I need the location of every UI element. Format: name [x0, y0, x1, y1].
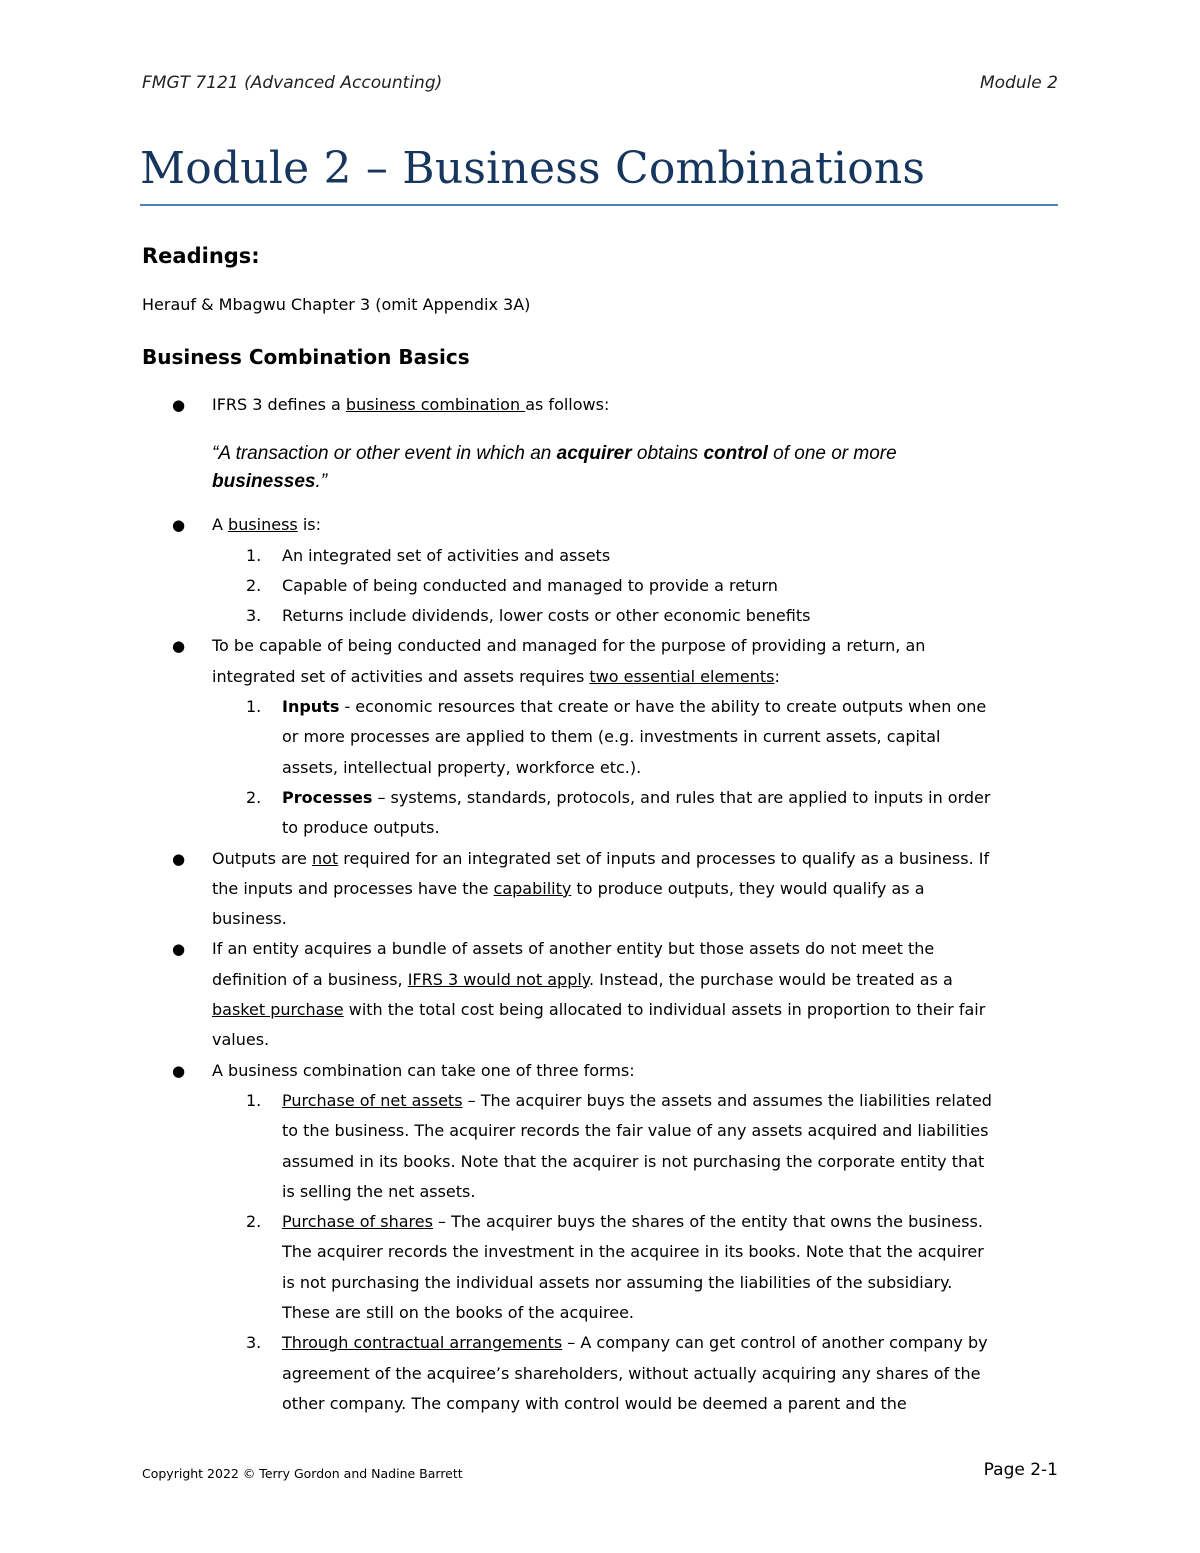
item-number: 1.: [246, 697, 262, 717]
term-businesses: businesses: [212, 471, 316, 493]
bullet-icon: ●: [172, 516, 186, 535]
text: - economic resources that create or have the ability to create outputs when one: [339, 697, 987, 717]
term-acquirer: acquirer: [556, 443, 632, 465]
basics-list: [142, 390, 1060, 1419]
text: . Instead, the purchase would be treated as a: [589, 969, 953, 989]
text: :: [774, 666, 780, 686]
text: To be capable of being conducted and managed for the purpose of providing a return, an: [212, 636, 926, 656]
text: with the total cost being allocated to individual assets in proportion to their fair: [343, 1000, 986, 1020]
text: of one or more: [767, 443, 897, 465]
list-item: [142, 510, 1060, 540]
text: If an entity acquires a bundle of assets of another entity but those assets do not meet the: [212, 939, 935, 959]
ifrs-quote: [142, 440, 1060, 496]
text: integrated set of activities and assets requires: [212, 666, 590, 686]
text: values.: [212, 1030, 270, 1050]
item-number: 3.: [246, 606, 262, 626]
header-module: Module 2: [979, 73, 1058, 93]
bullet-icon: ●: [172, 940, 186, 959]
text: other company. The company with control would be deemed a parent and the: [282, 1393, 907, 1413]
text: business.: [212, 909, 287, 929]
text: required for an integrated set of inputs and processes to qualify as a business. If: [338, 848, 990, 868]
text: is not purchasing the individual assets nor assuming the liabilities of the subsidiary.: [282, 1272, 953, 1292]
text: to produce outputs.: [282, 818, 440, 838]
term-capability: capability: [493, 878, 572, 898]
text: An integrated set of activities and assets: [282, 545, 611, 565]
text: Capable of being conducted and managed to provide a return: [282, 575, 778, 595]
term-ifrs3-not-apply: IFRS 3 would not apply: [407, 969, 589, 989]
item-number: 1.: [246, 545, 262, 565]
text: obtains: [631, 443, 704, 465]
item-number: 1.: [246, 1090, 262, 1110]
bullet-icon: ●: [172, 849, 186, 868]
term-business-combination: business combination: [345, 395, 526, 414]
page-title: Module 2 – Business Combinations: [140, 143, 1058, 206]
term-business: business: [228, 515, 298, 535]
term-basket-purchase: basket purchase: [212, 1000, 344, 1020]
numbered-item: [142, 692, 1060, 783]
header-course: FMGT 7121 (Advanced Accounting): [142, 73, 443, 93]
readings-text: Herauf & Mbagwu Chapter 3 (omit Appendix 3A): [142, 295, 531, 314]
numbered-item: [142, 601, 1060, 631]
item-number: 2.: [246, 1212, 262, 1232]
term-purchase-shares: Purchase of shares: [282, 1212, 433, 1232]
term-contractual-arrangements: Through contractual arrangements: [282, 1333, 563, 1353]
text: is selling the net assets.: [282, 1181, 476, 1201]
text: These are still on the books of the acquiree.: [282, 1303, 634, 1323]
text: – The acquirer buys the assets and assumes the liabilities related: [462, 1090, 992, 1110]
text: Returns include dividends, lower costs or other economic benefits: [282, 606, 811, 626]
basics-heading: Business Combination Basics: [142, 345, 470, 369]
numbered-item: [142, 1207, 1060, 1328]
text: A business combination can take one of three forms:: [212, 1060, 635, 1080]
text: – The acquirer buys the shares of the entity that owns the business.: [432, 1212, 983, 1232]
text: “A transaction or other event in which an: [212, 443, 557, 465]
item-number: 3.: [246, 1333, 262, 1353]
list-item: [142, 934, 1060, 1055]
bullet-icon: ●: [172, 396, 186, 414]
text: agreement of the acquiree’s shareholders, without actually acquiring any shares of the: [282, 1363, 981, 1383]
text: The acquirer records the investment in the acquiree in its books. Note that the acquirer: [282, 1242, 984, 1262]
term-inputs: Inputs: [282, 697, 340, 717]
text: – A company can get control of another company by: [562, 1333, 988, 1353]
page-number: Page 2-1: [983, 1460, 1058, 1480]
text: IFRS 3 defines a: [212, 395, 346, 414]
list-item: [142, 631, 1060, 692]
text: assumed in its books. Note that the acquirer is not purchasing the corporate entity that: [282, 1151, 985, 1171]
text: to produce outputs, they would qualify as a: [571, 878, 925, 898]
text: the inputs and processes have the: [212, 878, 494, 898]
text: – systems, standards, protocols, and rules that are applied to inputs in order: [372, 787, 991, 807]
text: .”: [315, 471, 328, 493]
numbered-item: [142, 541, 1060, 571]
text: is:: [297, 515, 322, 535]
bullet-icon: ●: [172, 1061, 186, 1080]
term-control: control: [703, 443, 768, 465]
numbered-item: [142, 783, 1060, 844]
readings-heading: Readings:: [142, 244, 260, 268]
numbered-item: [142, 1328, 1060, 1419]
footer-copyright: Copyright 2022 © Terry Gordon and Nadine Barrett: [142, 1466, 463, 1481]
item-number: 2.: [246, 575, 262, 595]
text: definition of a business,: [212, 969, 408, 989]
text: or more processes are applied to them (e.g. investments in current assets, capital: [282, 727, 941, 747]
list-item: [142, 844, 1060, 935]
text: assets, intellectual property, workforce etc.).: [282, 757, 642, 777]
list-item: [142, 1056, 1060, 1086]
term-two-essential-elements: two essential elements: [589, 666, 775, 686]
numbered-item: [142, 571, 1060, 601]
text: to the business. The acquirer records the fair value of any assets acquired and liabilities: [282, 1121, 989, 1141]
text: as follows:: [525, 395, 610, 414]
text: A: [212, 515, 229, 535]
numbered-item: [142, 1086, 1060, 1207]
term-purchase-net-assets: Purchase of net assets: [282, 1090, 463, 1110]
list-item: [142, 390, 1060, 420]
term-not: not: [311, 848, 339, 868]
text: Outputs are: [212, 848, 312, 868]
bullet-icon: ●: [172, 637, 186, 656]
item-number: 2.: [246, 787, 262, 807]
term-processes: Processes: [282, 787, 373, 807]
